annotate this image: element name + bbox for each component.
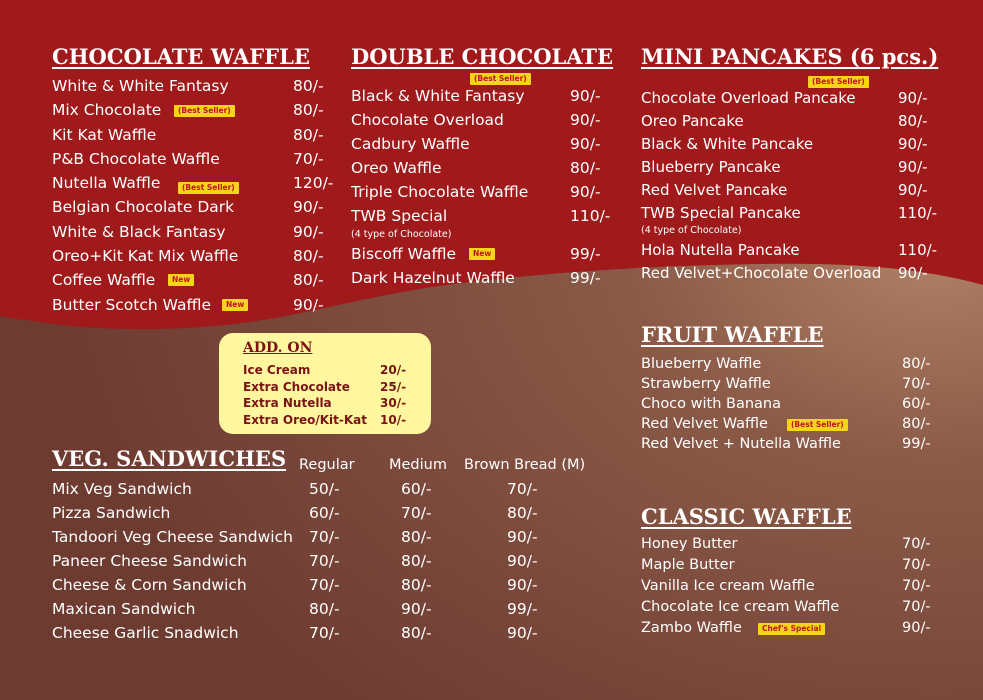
item-price: 70/- <box>902 599 931 615</box>
item-name: Oreo+Kit Kat Mix Waffle <box>52 247 239 266</box>
item-name: Black & White Fantasy <box>351 87 525 105</box>
chefs-special-badge: Chef's Special <box>758 623 825 635</box>
menu-item <box>641 158 951 181</box>
item-name: Cheese Garlic Snadwich <box>52 624 239 642</box>
item-price: 60/- <box>902 396 931 412</box>
menu-item <box>52 624 552 648</box>
menu-item <box>641 135 951 158</box>
add-on-item <box>243 380 413 397</box>
chocolate-waffle-list <box>52 77 352 320</box>
menu-item <box>52 77 352 101</box>
item-price: 90/- <box>570 135 601 153</box>
item-price: 90/- <box>570 111 601 129</box>
price-brown-bread: 90/- <box>507 552 538 570</box>
item-name: Pizza Sandwich <box>52 504 171 522</box>
item-name: Choco with Banana <box>641 396 781 412</box>
add-on-name: Ice Cream <box>243 363 311 377</box>
price-regular: 50/- <box>309 480 340 498</box>
item-name: Vanilla Ice cream Waffle <box>641 578 815 594</box>
price-medium: 60/- <box>401 480 432 498</box>
price-brown-bread: 99/- <box>507 600 538 618</box>
new-badge: New <box>168 274 194 286</box>
menu-item <box>641 376 941 396</box>
item-price: 70/- <box>902 376 931 392</box>
price-medium: 80/- <box>401 576 432 594</box>
menu-item <box>641 264 951 287</box>
menu-item <box>52 576 552 600</box>
menu-item <box>351 269 621 293</box>
classic-waffle-heading: CLASSIC WAFFLE <box>641 504 852 529</box>
price-regular: 70/- <box>309 528 340 546</box>
fruit-waffle-list <box>641 356 941 456</box>
item-name: Strawberry Waffle <box>641 376 771 392</box>
add-on-item <box>243 413 413 430</box>
item-price: 70/- <box>902 578 931 594</box>
item-name: White & White Fantasy <box>52 77 229 95</box>
add-on-heading: ADD. ON <box>243 340 313 356</box>
menu-item <box>52 296 352 320</box>
item-price: 90/- <box>898 135 928 153</box>
item-price: 80/- <box>898 112 928 130</box>
menu-item <box>351 87 621 111</box>
item-name: Chocolate Overload <box>351 111 504 129</box>
menu-item <box>52 174 352 198</box>
price-regular: 70/- <box>309 624 340 642</box>
item-name: Belgian Chocolate Dark <box>52 198 235 217</box>
item-price: 90/- <box>898 89 928 107</box>
price-regular: 80/- <box>309 600 340 618</box>
item-price: 90/- <box>293 198 324 217</box>
item-name: Hola Nutella Pancake <box>641 241 800 259</box>
menu-item <box>52 600 552 624</box>
menu-item <box>641 436 941 456</box>
add-on-name: Extra Nutella <box>243 396 332 410</box>
item-price: 90/- <box>570 87 601 105</box>
price-medium: 80/- <box>401 528 432 546</box>
price-medium: 80/- <box>401 552 432 570</box>
add-on-price: 10/- <box>380 412 407 427</box>
classic-waffle-list <box>641 536 941 641</box>
item-name: Maple Butter <box>641 557 735 573</box>
menu-item <box>641 396 941 416</box>
item-price: 90/- <box>898 181 928 199</box>
item-name: Nutella Waffle <box>52 174 161 193</box>
mini-pancakes-heading: MINI PANCAKES (6 pcs.) <box>641 44 939 69</box>
price-brown-bread: 90/- <box>507 528 538 546</box>
item-price: 80/- <box>293 77 324 95</box>
item-name: Dark Hazelnut Waffle <box>351 269 515 287</box>
item-price: 80/- <box>293 101 324 120</box>
add-on-price: 20/- <box>380 363 407 377</box>
item-price: 99/- <box>570 269 601 287</box>
menu-item <box>641 557 941 578</box>
item-name: Red Velvet Waffle <box>641 416 768 432</box>
item-price: 80/- <box>570 159 601 177</box>
item-name: Red Velvet + Nutella Waffle <box>641 436 841 452</box>
price-regular: 60/- <box>309 504 340 522</box>
best-seller-badge: (Best Seller) <box>787 419 848 431</box>
menu-item <box>52 552 552 576</box>
price-brown-bread: 70/- <box>507 480 538 498</box>
chocolate-waffle-heading: CHOCOLATE WAFFLE <box>52 44 310 69</box>
add-on-box <box>219 333 431 434</box>
menu-item <box>351 159 621 183</box>
item-name: Biscoff Waffle <box>351 245 456 263</box>
menu-item <box>641 599 941 620</box>
item-name: Honey Butter <box>641 536 738 552</box>
menu-item <box>52 504 552 528</box>
menu-item <box>351 183 621 207</box>
item-name: Oreo Pancake <box>641 112 744 130</box>
new-badge: New <box>469 248 495 260</box>
item-name: TWB Special <box>351 207 448 225</box>
menu-item <box>641 241 951 264</box>
item-name: Red Velvet+Chocolate Overload <box>641 264 882 282</box>
fruit-waffle-heading: FRUIT WAFFLE <box>641 322 824 347</box>
menu-item <box>52 223 352 247</box>
menu-item <box>351 207 621 245</box>
item-price: 120/- <box>293 174 334 193</box>
item-name: Zambo Waffle <box>641 620 742 636</box>
item-price: 70/- <box>902 557 931 573</box>
menu-item <box>641 620 941 641</box>
menu-item <box>52 480 552 504</box>
double-chocolate-heading: DOUBLE CHOCOLATE <box>351 44 614 69</box>
item-price: 90/- <box>293 295 324 314</box>
item-price: 90/- <box>898 264 928 282</box>
add-on-name: Extra Oreo/Kit-Kat <box>243 412 368 427</box>
item-price: 110/- <box>570 207 611 225</box>
menu-item <box>52 247 352 271</box>
best-seller-badge: (Best Seller) <box>174 105 235 117</box>
item-price: 80/- <box>902 356 931 372</box>
menu-item <box>52 528 552 552</box>
menu-item <box>641 416 941 436</box>
add-on-name: Extra Chocolate <box>243 379 350 394</box>
item-note: (4 type of Chocolate) <box>351 229 452 240</box>
item-price: 99/- <box>570 245 601 263</box>
item-name: Coffee Waffle <box>52 271 156 290</box>
menu-item <box>52 150 352 174</box>
price-regular: 70/- <box>309 576 340 594</box>
add-on-price: 25/- <box>380 379 407 394</box>
menu-item <box>641 89 951 112</box>
menu-item <box>641 356 941 376</box>
best-seller-badge: (Best Seller) <box>178 182 239 194</box>
menu-item <box>52 101 352 125</box>
item-price: 90/- <box>570 183 601 201</box>
item-name: Maxican Sandwich <box>52 600 196 618</box>
item-name: Chocolate Overload Pancake <box>641 89 856 107</box>
item-name: Kit Kat Waffle <box>52 125 157 144</box>
item-name: White & Black Fantasy <box>52 222 226 241</box>
price-brown-bread: 90/- <box>507 576 538 594</box>
item-price: 80/- <box>293 247 324 266</box>
item-price: 110/- <box>898 241 938 259</box>
menu-item <box>351 245 621 269</box>
menu-item <box>641 112 951 135</box>
item-price: 80/- <box>902 416 931 432</box>
item-name: Tandoori Veg Cheese Sandwich <box>52 528 293 546</box>
menu-item <box>52 126 352 150</box>
column-header-regular: Regular <box>299 457 355 473</box>
item-name: P&B Chocolate Waffle <box>52 149 220 168</box>
item-name: Red Velvet Pancake <box>641 181 788 199</box>
item-name: Mix Veg Sandwich <box>52 480 192 498</box>
add-on-list <box>243 363 413 429</box>
double-chocolate-list <box>351 87 621 293</box>
mini-pancakes-list <box>641 89 951 287</box>
add-on-item <box>243 396 413 413</box>
item-name: Blueberry Pancake <box>641 158 781 176</box>
column-header-brown-bread: Brown Bread (M) <box>464 457 586 473</box>
item-price: 90/- <box>898 158 928 176</box>
best-seller-badge: (Best Seller) <box>470 73 531 85</box>
item-name: Blueberry Waffle <box>641 356 762 372</box>
price-medium: 70/- <box>401 504 432 522</box>
item-name: Triple Chocolate Waffle <box>351 183 529 201</box>
menu-item <box>52 198 352 222</box>
price-medium: 80/- <box>401 624 432 642</box>
item-name: Black & White Pancake <box>641 135 814 153</box>
menu-item <box>52 271 352 295</box>
add-on-price: 30/- <box>380 396 407 410</box>
item-price: 90/- <box>293 222 324 241</box>
veg-sandwiches-list <box>52 480 552 648</box>
price-medium: 90/- <box>401 600 432 618</box>
add-on-item <box>243 363 413 380</box>
item-name: Oreo Waffle <box>351 159 442 177</box>
new-badge: New <box>222 299 248 311</box>
item-name: Cadbury Waffle <box>351 135 470 153</box>
best-seller-badge: (Best Seller) <box>808 76 869 88</box>
item-name: Mix Chocolate <box>52 101 162 120</box>
veg-sandwiches-heading: VEG. SANDWICHES <box>52 446 287 471</box>
item-price: 70/- <box>293 149 324 168</box>
item-name: Chocolate Ice cream Waffle <box>641 599 840 615</box>
item-price: 110/- <box>898 204 938 222</box>
item-name: Paneer Cheese Sandwich <box>52 552 247 570</box>
price-regular: 70/- <box>309 552 340 570</box>
column-header-medium: Medium <box>389 457 447 473</box>
item-name: Butter Scotch Waffle <box>52 295 211 314</box>
item-price: 99/- <box>902 436 931 452</box>
menu-item <box>641 181 951 204</box>
item-price: 70/- <box>902 536 931 552</box>
menu-item <box>351 135 621 159</box>
item-price: 90/- <box>902 620 931 636</box>
item-note: (4 type of Chocolate) <box>641 225 742 236</box>
menu-item <box>351 111 621 135</box>
item-price: 80/- <box>293 271 324 290</box>
menu-item <box>641 204 951 241</box>
menu-item <box>641 536 941 557</box>
price-brown-bread: 80/- <box>507 504 538 522</box>
item-name: Cheese & Corn Sandwich <box>52 576 247 594</box>
item-price: 80/- <box>293 125 324 144</box>
price-brown-bread: 90/- <box>507 624 538 642</box>
menu-item <box>641 578 941 599</box>
item-name: TWB Special Pancake <box>641 204 801 222</box>
